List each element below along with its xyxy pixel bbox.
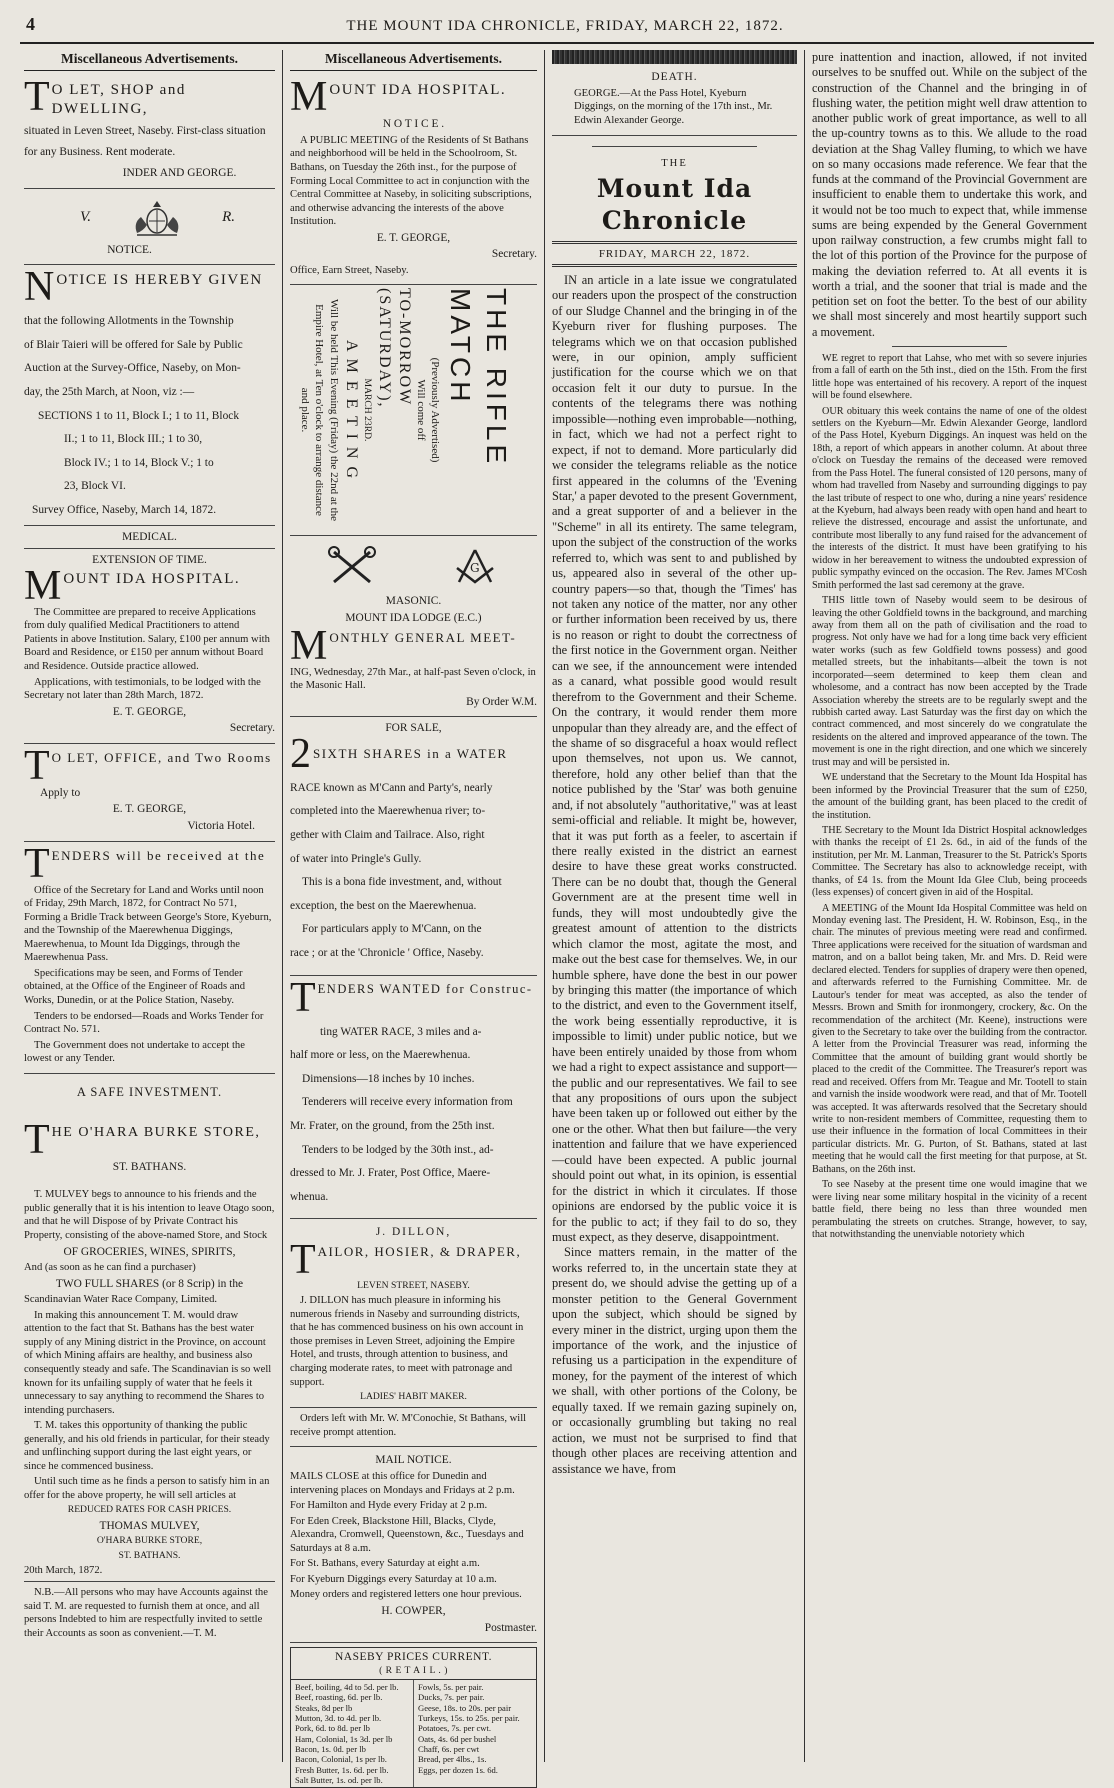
price-item: Salt Butter, 1s. od. per lb.: [295, 1774, 383, 1785]
editorial-paragraph: Since matters remain, in the matter of the works referred to, in the uncertain state they at present do, we should advise the getting up of a monster petition to the General Government upon the subject, which should be signed by every miner in the district, urging upon them the importance of the work, and the injustice of refusing us a participation in the expenditure of money, for the payment of the interest of which we shall, with other portions of the Colony, be equally taxed. If we remain gazing supinely on, or occasionally grumbling but taking no real action, we must not be surprised to find that though other places are receiving attention and assistance we have, from: [552, 1245, 797, 1476]
notice-label: NOTICE.: [107, 243, 152, 256]
ad-title: ONTHLY GENERAL MEET-: [329, 629, 517, 645]
ad-body: The Government does not undertake to accept the lowest or any Tender.: [24, 1039, 245, 1065]
ad-line: of water into Pringle's Gully.: [290, 852, 422, 865]
ad-body: In making this announcement T. M. would draw attention to the fact that St. Bathans has the best water supply of any Mining district in the Province, on account of which Mining affairs are healthy, and business also consequently steady and safe. The Scandinavian is so well known for its unfailing supply of water that he feels it unnecessary to say anything to recommend the Shares to intending purchasers.: [24, 1309, 272, 1416]
ad-line: whenua.: [290, 1190, 329, 1203]
drop-cap: T: [24, 840, 50, 887]
rifle-body: Will be held This Evening (Friday) the 22nd at the Empire Hotel, at Ten o'clock to arrange distance and place.: [298, 299, 340, 522]
ad-title: OTICE IS HEREBY GIVEN: [56, 272, 263, 289]
mail-line: For Hamilton and Hyde every Friday at 2 p.m.: [290, 1500, 488, 1512]
ad-signature: THOMAS MULVEY,: [99, 1519, 200, 1532]
ad-signature: INDER AND GEORGE.: [122, 167, 237, 180]
editorial-paragraph: IN an article in a late issue we congratulated our readers upon the prospect of the construction of our Sludge Channel and the bringing in of the Kyeburn river for flushing purposes. The telegrams which we on that occasion published were, in our opinion, amply sufficient justification for the course which we on that occasion felt it our duty to pursue. In the contents of the telegrams there was nothing impossible—nothing even improbable—nothing, in fact, which we had not a perfect right to expect, if not to demand. More particularly did we consider the telegrams reliable as the notice first appeared in the columns of the 'Evening Star,' a paper devoted to the present Government, and a great supporter of and a believer in the "Scheme" in all its entirety. The same telegram, upon the subject of the construction of the works referred to, which was sent to and published by us, appeared also in several of the other up-country papers—so that, though the 'Times' has not taken any notice of the matter, nor any other or further information been received by us, there is no reason or right to doubt the correctness of the first notice in the Government organ. Neither can we see, if the announcement were intended as a canard, what possible good would result therefrom to the Government and their Scheme. On the contrary, it would render them more unpopular than they already are, and the effect of the shame of so disgraceful a hoax would reflect upon themselves, not upon us. We cannot, therefore, hold any other belief than that the notice published by the 'Star' was both genuine and, if not absolutely "authoritative," was at least semi-official and reliable. It might be, however, that it was put forth as a feeler, to ascertain if there really existed in the district an earnest desire to have these great works constructed. There can be no doubt that, though the General Government are at the present time well in funds, they will most undoubtedly give the greatest amount of attention to the districts which clamor the most, agitate the most, and make out the best case for themselves. We, in our humble sphere, have done the best in our power by bringing this matter (the importance of which to the district, and even to the Government itself, the work being essentially reproductive, it is impossible to limit) under public notice, but we have been entirely unaided by those from whom we had a right to expect assistance and support—the public and our representatives. We fail to see that any propositions of ours upon the subject have been taken up or followed out either by the one or the other. What then but failure—the very inattention and failure that we have experienced—could have been expected. A public journal should point out what, in its opinion, is essential for the district in which it circulates. If those opinions are endorsed by the public voice it is for the public to act; if they fail to do so, they must expect, as they deserve, disappointment.: [552, 272, 797, 1244]
ad-title: ENDERS will be received at the: [51, 847, 266, 863]
ad-signature-title: Secretary.: [229, 722, 275, 735]
ad-title: O LET, OFFICE, and Two Rooms: [51, 749, 272, 765]
ad-signature: ST. BATHANS.: [118, 1549, 181, 1561]
allotments-notice-ad: [24, 265, 275, 525]
price-item: Bacon, Colonial, 1s per lb.: [295, 1754, 387, 1765]
mail-line: Money orders and registered letters one hour previous.: [290, 1589, 522, 1601]
for-sale-ad: [290, 717, 537, 975]
dillon-ad: [290, 1219, 537, 1447]
ad-signature-title: Postmaster.: [484, 1621, 537, 1634]
ad-subtitle: N O T I C E .: [382, 118, 445, 131]
price-item: Turkeys, 15s. to 25s. per pair.: [418, 1713, 520, 1724]
ad-body: T. M. takes this opportunity of thanking the public generally, and his old friends in particular, for their steady and unflinching support during the last eight years, or since he commenced business.: [24, 1420, 270, 1472]
price-item: Eggs, per dozen 1s. 6d.: [418, 1764, 498, 1775]
ad-body: And (as soon as he can find a purchaser): [24, 1262, 196, 1274]
prices-right-list: [413, 1680, 536, 1787]
drop-cap: T: [24, 1116, 50, 1163]
ad-signature-title: Secretary.: [491, 248, 537, 261]
ad-body: A PUBLIC MEETING of the Residents of St Bathans and neighborhood will be held in the Schoolroom, St. Bathans, on Tuesday the 26th inst., for the purpose of Forming Local Committee to act in conjunction with the Central Committee at Naseby, in soliciting subscriptions, and otherwise advancing the interests of the above Institution.: [290, 134, 532, 228]
news-item: OUR obituary this week contains the name of one of the oldest settlers on the Kyeburn—Mr. Edwin Alexander George, landlord of the Pass Hotel, Kyeburn Diggings. An inquest was held on the 18th, a report of which appears in another column. At about three o'clock on Tuesday the remains of the deceased were removed from the Pass Hotel. The funeral consisted of 120 persons, many of whom had travelled from Naseby and surrounding diggings to pay the last tribute of respect to one who, during a nine years' residence at the Kyeburn, had always been ready with open hand and heart to relieve the distressed, encourage and assist the unfortunate, and contribute most liberally to any fund raised for the advancement of the interests of the district. It must have been gratifying to his widow in her bereavement to witness the undoubted expression of public sympathy evinced on the occasion. The Rev. James M'Cosh Smith performed the last sad ceremony at the grave.: [812, 405, 1087, 591]
mail-notice: [290, 1447, 537, 1643]
royal-coat-of-arms-icon: [127, 197, 187, 239]
ad-address: Office, Earn Street, Naseby.: [290, 264, 409, 276]
ad-signature-title: Victoria Hotel.: [187, 820, 255, 833]
column-3: [544, 50, 804, 1762]
ad-signature: Survey Office, Naseby, March 14, 1872.: [32, 504, 217, 517]
shop-to-let-ad: [24, 75, 275, 188]
drop-cap: T: [24, 742, 50, 789]
ad-line: Tenderers will receive every information from: [302, 1096, 513, 1109]
prices-left-list: [291, 1680, 413, 1787]
ad-title: OUNT IDA HOSPITAL.: [329, 82, 507, 99]
medical-ad: [24, 526, 275, 744]
price-item: Fresh Butter, 1s. 6d. per lb.: [295, 1764, 389, 1775]
ad-date: 20th March, 1872.: [24, 1564, 103, 1576]
page-number: 4: [26, 14, 36, 34]
price-item: Oats, 4s. 6d per bushel: [418, 1733, 497, 1744]
ad-street: LEVEN STREET, NASEBY.: [357, 1279, 470, 1291]
ad-footnote: N.B.—All persons who may have Accounts against the said T. M. are requested to furnish them at once, and all persons Indebted to him are respectfully invited to settle their Accounts as soon as convenient.—T. M.: [24, 1587, 268, 1640]
news-item: THIS little town of Naseby would seem to be desirous of leaving the other Goldfield towns in the background, and marching away from them all on the path of civilisation and the road to progress. Not only have we had for a long time back very efficient water works (such as few Goldfield towns possess) and good metalled streets, but the inhabitants—albeit the town is not incorporated—seem determined to keep them clean and wholesome, and a contract has now been accepted by the Trade Association whereby the streets are to be regularly swept and the rubbish carted away. Last Saturday was the first day on which the contract commenced, and most sincerely do we congratulate the residents on the altered and improved appearance of the town. The movement is one in the right direction, and one which we sincerely trust may and will be persisted in.: [812, 595, 1087, 768]
mail-line: For St. Bathans, every Saturday at eight a.m.: [290, 1558, 480, 1570]
ad-body: Scandinavian Water Race Company, Limited.: [24, 1294, 218, 1306]
ad-body: Specifications may be seen, and Forms of Tender obtained, at the Office of the Engineer of Roads and Works, Dunedin, or at the Police Station, Naseby.: [24, 967, 246, 1006]
news-item: WE understand that the Secretary to the Mount Ida Hospital has been informed by the Provincial Treasurer that the sum of £250, the amount of the building grant, has been placed to the credit of the institution.: [812, 772, 1087, 821]
crossed-keys-icon: [326, 546, 378, 586]
dateline: FRIDAY, MARCH 22, 1872.: [552, 241, 797, 267]
ad-signature: O'HARA BURKE STORE,: [96, 1535, 203, 1547]
ad-body: ING, Wednesday, 27th Mar., at half-past Seven o'clock, in the Masonic Hall.: [290, 666, 536, 692]
notice-line: II.; 1 to 11, Block III.; 1 to 30,: [64, 433, 203, 446]
mail-line: For Kyeburn Diggings every Saturday at 10 a.m.: [290, 1573, 497, 1585]
section-label: DEATH.: [651, 71, 698, 83]
ad-line: completed into the Maerewhenua river; to-: [290, 805, 486, 818]
price-item: Steaks, 8d per lb: [295, 1702, 353, 1713]
ad-line: dressed to Mr. J. Frater, Post Office, Maere-: [290, 1167, 491, 1180]
news-item: WE regret to report that Lahse, who met with so severe injuries from a fall of earth on the 5th inst., died on the 15th. From the first little hope was entertained of his recovery. A report of the inquest will be found elsewhere.: [812, 352, 1087, 402]
column-1: [20, 50, 282, 1762]
ad-body: The Committee are prepared to receive Applications from duly qualified Medical Practitioners to attend Patients in above Institution. Salary, £100 per annum with Board and Residence, or £150 per annum without Board and Residence. Outside practice allowed.: [24, 606, 270, 673]
price-item: Mutton, 3d. to 4d. per lb.: [295, 1713, 382, 1724]
ad-line: race ; or at the 'Chronicle ' Office, Naseby.: [290, 947, 484, 960]
ad-line: Tenders to be lodged by the 30th inst., ad-: [302, 1143, 494, 1156]
ad-place: ST. BATHANS.: [112, 1160, 187, 1173]
section-sub-label: EXTENSION OF TIME.: [92, 554, 207, 567]
svg-text:G: G: [470, 561, 480, 576]
prices-subtitle: ( R E T A I L . ): [379, 1664, 448, 1676]
column-4: [804, 50, 1094, 1762]
prices-title: NASEBY PRICES CURRENT.: [334, 1651, 492, 1664]
tenders-ad: [24, 842, 275, 1074]
drop-cap: T: [290, 974, 316, 1021]
rifle-meeting: A M E E T I N G: [342, 340, 360, 481]
ad-line: For particulars apply to M'Cann, on the: [302, 923, 482, 936]
death-notice: [552, 70, 797, 136]
ad-body: Until such time as he finds a person to satisfy him in an offer for the above property, he will sell articles at: [24, 1476, 270, 1501]
ad-body: OF GROCERIES, WINES, SPIRITS,: [63, 1245, 236, 1258]
news-item: THE Secretary to the Mount Ida District Hospital acknowledges with thanks the receipt of £1 2s. 6d., in aid of the funds of the institution, per Mr. M. Lanman, Treasurer to the St. Patrick's Sports Committee. The Secretary has also to acknowledge receipt, with thanks, of £4 1s. from the Mount Ida Glee Club, being proceeds (less expenses) of concert given in aid of the Hospital.: [812, 824, 1087, 899]
ad-line: ting WATER RACE, 3 miles and a-: [320, 1025, 482, 1038]
ad-signature: E. T. GEORGE,: [376, 231, 451, 244]
price-item: Geese, 18s. to 20s. per pair: [418, 1702, 512, 1713]
ad-body: situated in Leven Street, Naseby. First-class situation for any Business. Rent moderate.: [24, 124, 266, 159]
section-label: FOR SALE,: [385, 722, 442, 735]
column-heading: Miscellaneous Advertisements.: [24, 50, 275, 71]
columns: [20, 50, 1094, 1785]
drop-cap: M: [290, 74, 328, 121]
drop-cap: 2: [290, 730, 311, 777]
drop-cap: M: [24, 562, 62, 609]
ad-title: AILOR, HOSIER, & DRAPER,: [317, 1243, 522, 1259]
ad-title: HE O'HARA BURKE STORE,: [51, 1124, 261, 1140]
price-item: Chaff, 6s. per cwt: [418, 1744, 480, 1754]
price-item: Bacon, 1s. 0d. per lb: [295, 1744, 366, 1754]
masonic-ad: [290, 536, 537, 717]
ad-title: OUNT IDA HOSPITAL.: [63, 570, 241, 587]
page-title: THE MOUNT IDA CHRONICLE, FRIDAY, MARCH 22, 1872.: [346, 18, 784, 34]
ad-body: T. MULVEY begs to announce to his friends and the public generally that it is his intention to leave Otago soon, and that he will Dispose of by Private Contract his Property, consisting of the above-named Store, and Stock: [24, 1189, 275, 1241]
ad-line: This is a bona fide investment, and, without: [302, 876, 502, 889]
office-to-let-ad: [24, 744, 275, 842]
notice-line: 23, Block VI.: [64, 480, 126, 493]
price-item: Beef, roasting, 6d. per lb.: [295, 1692, 383, 1703]
ad-name: J. DILLON,: [375, 1226, 452, 1239]
section-label: A SAFE INVESTMENT.: [76, 1084, 223, 1099]
mail-line: MAILS CLOSE at this office for Dunedin and intervening places on Mondays and Fridays at 2 p.m.: [290, 1471, 515, 1496]
notice-line: Block IV.; 1 to 14, Block V.; 1 to: [64, 456, 214, 469]
lodge-name: MOUNT IDA LODGE (E.C.): [345, 612, 482, 625]
news-item: A MEETING of the Mount Ida Hospital Committee was held on Monday evening last. The President, H. W. Robinson, Esq., in the chair. The minutes of previous meeting were read and confirmed. Three applications were received for the situation of wardsman and matron, and on a ballot being taken, Mr. and Mrs. D. Reid were declared elected. Tenders for supplies of drapery were then opened, and afterwards referred to the Furnishing Committee. Mr. de Lautour's tender for meat was accepted, as also the tender of Messrs. Brown and Smith for ironmongery, crockery, &c. On the recommendation of the architect (Mr. Keene), instructions were given to the Secretary to take over the building from the contractor. A letter from the Provincial Treasurer was read, informing the Committee that the amount of building grant would shortly be placed to the credit of the Committee. The Treasurer's report was read and received. Offers from Mr. Teague and Mr. Tootell to stain and varnish the inside woodwork were read, and that of Mr. Tootell was accepted. It was afterwards resolved that the Secretary should write to non-resident members of Committee, requesting them to use their influence in the formation of local Committees in their particular districts. Mr. G. Purton, of St. Bathans, stated at last meeting that he would call the first meeting for that purpose, at St. Bathans, on the 26th inst.: [812, 902, 1087, 1175]
drop-cap: N: [24, 264, 55, 311]
masthead-the: THE: [661, 158, 688, 170]
crest-left-letter: V.: [80, 209, 91, 226]
rifle-match-ad: [290, 285, 537, 536]
square-and-compasses-icon: [449, 546, 501, 586]
section-label: MEDICAL.: [122, 530, 177, 543]
ad-body: Office of the Secretary for Land and Works until noon of Friday, 29th March, 1872, for Contract No 571, Forming a Bridle Track between George's Store, Kyeburn, and the Township of the Maerewhenua Diggings, Maerewhenua, to Mount Ida Diggings, through the Maerewhenua Pass.: [24, 884, 272, 964]
ad-line: exception, the best on the Maerewhenua.: [290, 899, 477, 912]
ad-line: half more or less, on the Maerewhenua.: [290, 1049, 471, 1062]
newspaper-masthead: Mount Ida Chronicle: [596, 173, 753, 235]
top-decorative-band: [552, 50, 797, 64]
safe-investment-ad: [24, 1074, 275, 1641]
mail-line: For Eden Creek, Blackstone Hill, Blacks, Clyde, Alexandra, Cromwell, Queenstown, &c., Tuesdays and Saturdays at 8 a.m.: [290, 1515, 524, 1554]
ad-title: O LET, SHOP and DWELLING,: [51, 82, 186, 118]
ad-title: SIXTH SHARES in a WATER: [313, 745, 508, 761]
notice-line: Auction at the Survey-Office, Naseby, on Mon-: [24, 362, 241, 375]
section-label: MASONIC.: [385, 595, 442, 608]
ad-subtitle: LADIES' HABIT MAKER.: [360, 1391, 467, 1403]
page-header: [20, 14, 1094, 44]
editorial-article: [552, 273, 797, 1477]
tenders-wanted-ad: [290, 976, 537, 1220]
section-label: MAIL NOTICE.: [375, 1454, 452, 1467]
drop-cap: T: [290, 1236, 316, 1283]
ad-body: REDUCED RATES FOR CASH PRICES.: [67, 1504, 232, 1516]
ad-body: Tenders to be endorsed—Roads and Works Tender for Contract No. 571.: [24, 1010, 264, 1036]
ad-title: ENDERS WANTED for Construc-: [317, 981, 533, 996]
ad-signature: H. COWPER,: [381, 1604, 446, 1617]
price-item: Fowls, 5s. per pair.: [418, 1682, 484, 1693]
ad-signature: E. T. GEORGE,: [112, 803, 187, 816]
crest-notice: [24, 189, 275, 266]
column-2: [282, 50, 544, 1785]
drop-cap: T: [24, 74, 50, 121]
prices-current-table: [290, 1647, 537, 1788]
ad-body: Orders left with Mr. W. M'Conochie, St Bathans, will receive prompt attention.: [290, 1413, 527, 1438]
notice-line: day, the 25th March, at Noon, viz :—: [24, 386, 195, 399]
drop-cap: M: [290, 622, 328, 669]
hospital-notice-ad: [290, 75, 537, 285]
ad-body: TWO FULL SHARES (or 8 Scrip) in the: [55, 1277, 244, 1290]
rifle-will: Will come off: [414, 379, 427, 441]
ad-body: Applications, with testimonials, to be lodged with the Secretary not later than 28th March, 1872.: [24, 676, 261, 702]
ad-body: Apply to: [40, 786, 81, 799]
rifle-title: THE RIFLE MATCH: [444, 288, 512, 468]
rifle-sub: (Previously Advertised): [428, 358, 441, 463]
notice-line: SECTIONS 1 to 11, Block I.; 1 to 11, Block: [38, 409, 240, 422]
rifle-date: TO-MORROW (SATURDAY),: [375, 288, 413, 409]
ad-line: Mr. Frater, on the ground, from the 25th inst.: [290, 1120, 495, 1133]
price-item: Pork, 6d. to 8d. per lb: [295, 1723, 370, 1734]
price-item: Ham, Colonial, 1s 3d. per lb: [295, 1733, 393, 1744]
ad-signature: E. T. GEORGE,: [112, 705, 187, 718]
crest-right-letter: R.: [222, 209, 235, 226]
notice-line: of Blair Taieri will be offered for Sale by Public: [24, 338, 243, 351]
price-item: Potatoes, 7s. per cwt.: [418, 1723, 492, 1734]
price-item: Beef, boiling, 4d to 5d. per lb.: [295, 1682, 399, 1693]
ad-line: RACE known as M'Cann and Party's, nearly: [290, 781, 493, 794]
column-heading: Miscellaneous Advertisements.: [290, 50, 537, 71]
price-item: Ducks, 7s. per pair.: [418, 1692, 485, 1703]
editorial-continuation: pure inattention and inaction, allowed, if not invited ourselves to be snuffed out. While on the subject of the construction of the Channel and the bringing in of flushing water, the petition might well draw attention to another public work of great importance, as well to all the up-country towns as to this. We allude to the road deviation at the Shag Valley fluming, to which we have on so many occasions made reference. We fear that the funds at the command of the Provincial Government are insufficient to enable them to undertake this work, and it would not be too much to expect that, while immense sums are being expended by the General Government upon railway construction, a few crumbs might fall to the lot of this portion of the Province for the purpose of making the deviation referred to. At all events it is worth a trial, and the sooner that trial is made and the petition set on foot the better. To the best of our ability we shall most sincerely and most heartily support such a movement.: [812, 50, 1087, 339]
ad-signature: By Order W.M.: [466, 695, 537, 708]
ad-body: J. DILLON has much pleasure in informing his numerous friends in Naseby and surrounding districts, that he has commenced business on his own account in those premises in Leven Street, adjoining the Empire Hotel, and trusts, through attention to business, and charging moderate rates, to meet with patronage and support.: [290, 1295, 524, 1388]
rifle-date2: MARCH 23RD.: [361, 378, 373, 442]
death-body: GEORGE.—At the Pass Hotel, Kyeburn Diggings, on the morning of the 17th inst., Mr. Edwin Alexander George.: [574, 87, 773, 126]
ad-line: Dimensions—18 inches by 10 inches.: [302, 1072, 475, 1085]
price-item: Bread, per 4lbs., 1s.: [418, 1754, 487, 1765]
local-news: [812, 353, 1087, 1242]
ad-line: gether with Claim and Tailrace. Also, right: [290, 829, 485, 842]
notice-line: that the following Allotments in the Township: [24, 315, 234, 328]
news-item: To see Naseby at the present time one would imagine that we were living near some military hospital in the vicinity of a recent battle field, there being no less than three wounded men perambulating the streets on crutches. Strange, however, to say, that notwithstanding the unenviable notoriety which: [812, 1179, 1087, 1240]
